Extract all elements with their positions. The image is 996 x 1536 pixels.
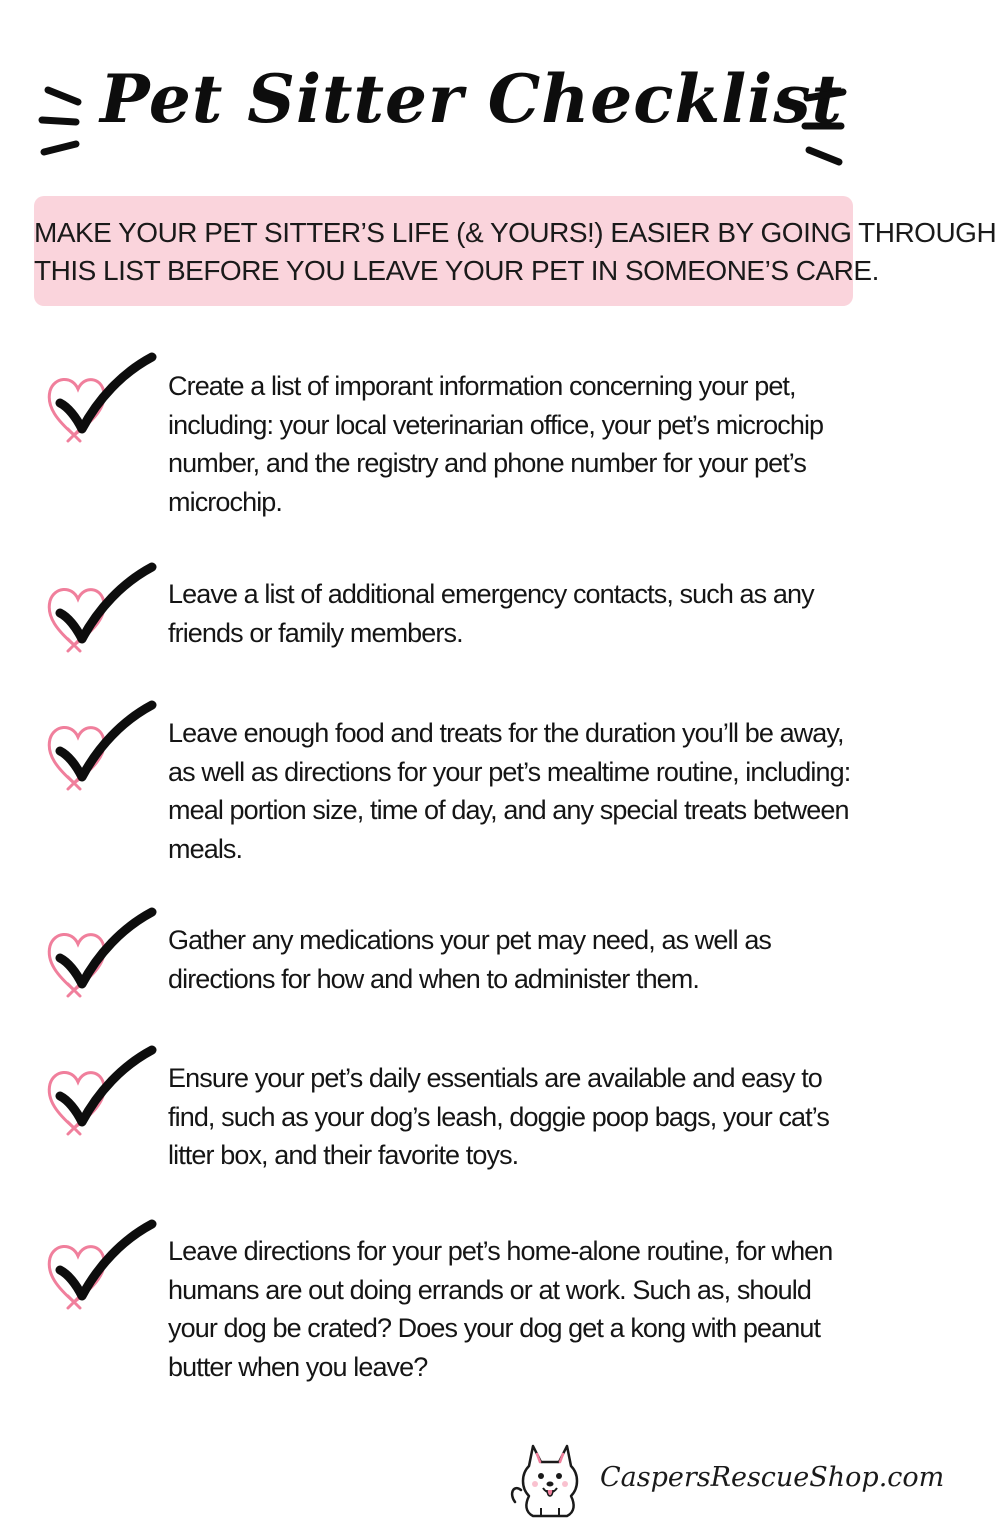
- heart-check-icon: [40, 1048, 160, 1148]
- title-dashes-right-icon: [785, 60, 855, 170]
- intro-line-2: THIS LIST BEFORE YOU LEAVE YOUR PET IN SOMEONE’S CARE.: [34, 255, 879, 286]
- heart-check-icon: [40, 1222, 160, 1322]
- checklist-item-text: Create a list of imporant information concerning your pet, including: your local veterinarian office, your pet’s microchip number, and the registry and phone number for your pet’s microchip.: [168, 371, 824, 517]
- checklist-item-text: Ensure your pet’s daily essentials are available and easy to find, such as your dog’s leash, doggie poop bags, your cat’s litter box, and their favorite toys.: [168, 1063, 829, 1170]
- checklist-item-text: Gather any medications your pet may need, as well as directions for how and when to administer them.: [168, 925, 772, 994]
- page-title: Pet Sitter Checklist: [100, 60, 843, 138]
- heart-check-icon: [40, 703, 160, 803]
- heart-check-icon: [40, 565, 160, 665]
- intro-line-1: MAKE YOUR PET SITTER’S LIFE (& YOURS!) EASIER BY GOING THROUGH: [34, 217, 996, 248]
- checklist-item-text: Leave directions for your pet’s home-alone routine, for when humans are out doing errands or at work. Such as, should your dog be crated? Does your dog get a kong with peanut butter when you leave?: [168, 1236, 833, 1382]
- checklist-item-text: Leave a list of additional emergency contacts, such as any friends or family members.: [168, 579, 814, 648]
- checklist-item-text: Leave enough food and treats for the duration you’ll be away, as well as directions for your pet’s mealtime routine, including: meal portion size, time of day, and any special treats between meals.: [168, 718, 851, 864]
- heart-check-icon: [40, 910, 160, 1010]
- header: [0, 40, 883, 180]
- intro-banner: [34, 196, 996, 306]
- footer-brand: [505, 1432, 945, 1522]
- title-dashes-left-icon: [30, 60, 100, 170]
- heart-check-icon: [40, 355, 160, 455]
- brand-url[interactable]: CaspersRescueShop.com: [600, 1462, 945, 1493]
- dog-logo-icon: [505, 1432, 595, 1522]
